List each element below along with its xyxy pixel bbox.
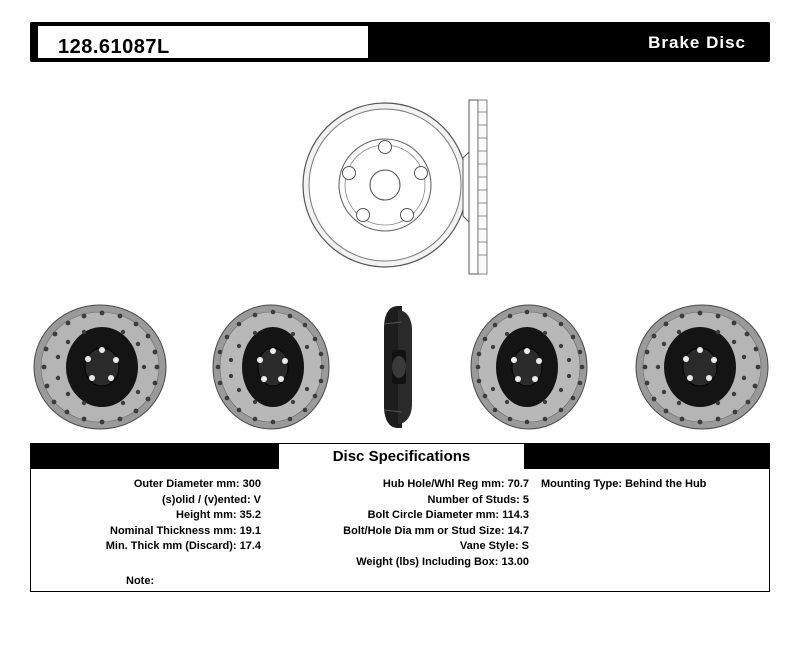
spec-bolt-hole-dia: Bolt/Hole Dia mm or Stud Size: 14.7 [343, 524, 529, 537]
spec-nominal-thickness: Nominal Thickness mm: 19.1 [110, 524, 261, 537]
spec-height: Height mm: 35.2 [176, 509, 261, 521]
spec-column-right [535, 477, 769, 587]
spec-weight: Weight (lbs) Including Box: 13.00 [356, 555, 529, 568]
header-bar [30, 22, 770, 62]
drawing-area [0, 62, 800, 442]
spec-title-bar [31, 444, 769, 469]
drilled-rotor-angled-left [28, 302, 178, 437]
spec-outer-diameter: Outer Diameter mm: 300 [133, 478, 261, 490]
disc-face-outline-view [300, 100, 470, 275]
spec-min-thickness: Min. Thick mm (Discard): 17.4 [105, 540, 261, 552]
spec-mounting-type: Mounting Type: Behind the Hub [541, 478, 707, 490]
spec-column-middle [267, 477, 535, 587]
note-label: Note: [126, 575, 155, 587]
spec-bolt-circle-diameter: Bolt Circle Diameter mm: 114.3 [367, 509, 529, 521]
drilled-rotor-front-left [205, 302, 345, 437]
disc-edge-section-view [455, 92, 505, 287]
spec-solid-vented: (s)olid / (v)ented: V [162, 493, 261, 506]
spec-hub-hole: Hub Hole/Whl Reg mm: 70.7 [382, 478, 529, 490]
spec-column-left [31, 477, 267, 587]
part-number: 128.61087L [58, 36, 170, 58]
spec-number-of-studs: Number of Studs: 5 [427, 493, 529, 506]
spec-vane-style: Vane Style: S [459, 540, 529, 552]
page-title: Brake Disc [648, 33, 746, 52]
drilled-rotor-front-right [455, 302, 595, 437]
part-number-plate [38, 26, 368, 58]
spec-section-title: Disc Specifications [279, 444, 524, 469]
drilled-rotor-angled-right [620, 302, 775, 437]
rotor-side-profile [372, 302, 428, 437]
disc-specifications-panel [30, 443, 770, 592]
spec-body [31, 469, 769, 591]
